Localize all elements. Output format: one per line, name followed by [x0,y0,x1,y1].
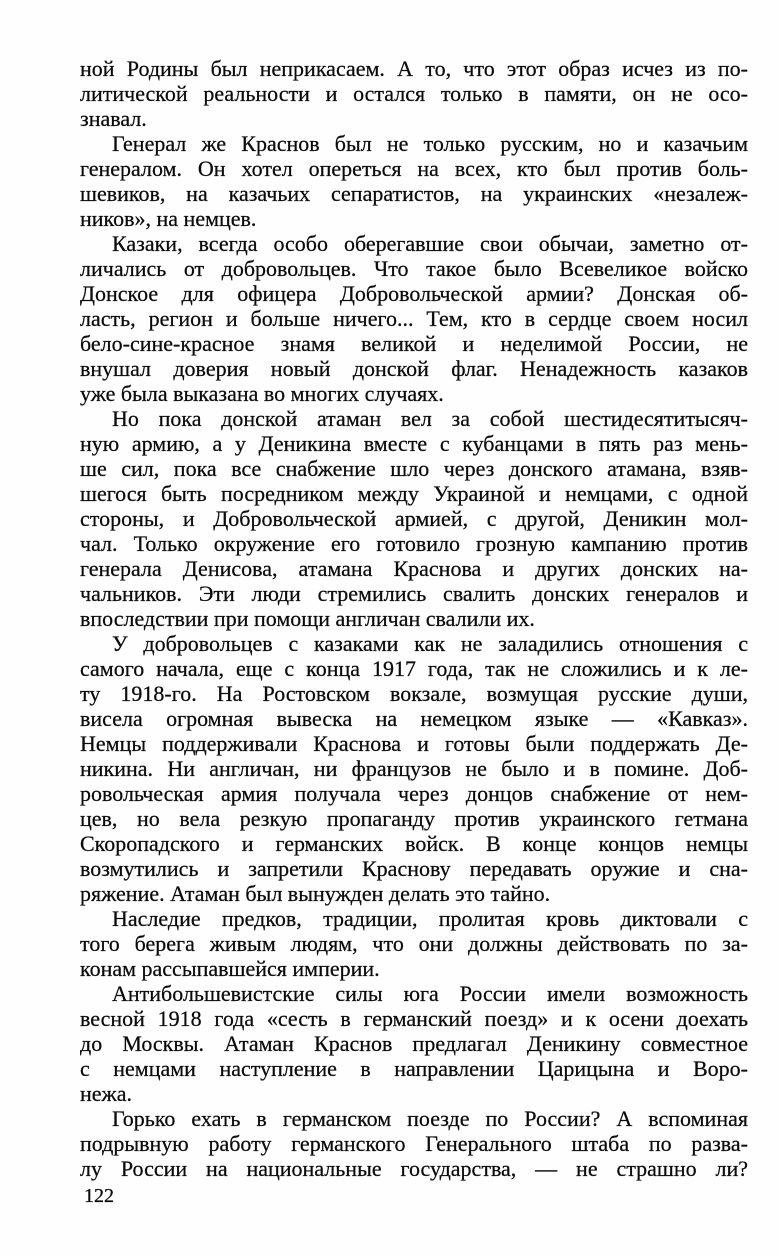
text-line: до Москвы. Атаман Краснов предлагал Деникину совместное [80,1031,748,1056]
text-line: ников», на немцев. [80,206,257,231]
text-line: бело-сине-красное знамя великой и неделимой России, не [80,331,748,356]
text-line: того берега живым людям, что они должны действовать по за- [80,931,748,956]
text-line: Генерал же Краснов был не только русским, но и казачьим [112,131,748,156]
text-line: личались от добровольцев. Что такое было Всевеликое войско [80,256,748,281]
text-line: ной Родины был неприкасаем. А то, что этот образ исчез из по- [80,56,748,81]
page-number: 122 [84,1185,114,1207]
text-line: генерала Денисова, атамана Краснова и других донских на- [80,556,748,581]
text-line: лу России на национальные государства, — не страшно ли? [80,1156,748,1181]
text-line: Казаки, всегда особо оберегавшие свои обычаи, заметно от- [112,231,748,256]
text-line: висела огромная вывеска на немецком языке — «Кавказ». [80,706,748,731]
text-line: Донское для офицера Добровольческой армии? Донская об- [80,281,748,306]
text-line: Немцы поддерживали Краснова и готовы были поддержать Де- [80,731,748,756]
text-line: цев, но вела резкую пропаганду против украинского гетмана [80,806,748,831]
text-line: никина. Ни англичан, ни французов не было и в помине. Доб- [80,756,748,781]
text-line: ную армию, а у Деникина вместе с кубанцами в пять раз мень- [80,431,748,456]
text-line: конам рассыпавшейся империи. [80,956,380,981]
text-line: знавал. [80,106,147,131]
text-line: ше сил, пока все снабжение шло через донского атамана, взяв- [80,456,748,481]
text-line: с немцами наступление в направлении Царицына и Воро- [80,1056,748,1081]
text-line: Антибольшевистские силы юга России имели возможность [112,981,748,1006]
body-text [80,56,748,1181]
text-line: ласть, регион и больше ничего... Тем, кто в сердце своем носил [80,306,748,331]
text-line: весной 1918 года «сесть в германский поезд» и к осени доехать [80,1006,748,1031]
text-line: уже была выказана во многих случаях. [80,381,444,406]
text-line: возмутились и запретили Краснову передавать оружие и сна- [80,856,748,881]
text-line: чал. Только окружение его готовило грозную кампанию против [80,531,748,556]
text-line: Наследие предков, традиции, пролитая кровь диктовали с [112,906,748,931]
text-line: стороны, и Добровольческой армией, с другой, Деникин мол- [80,506,748,531]
text-line: ровольческая армия получала через донцов снабжение от нем- [80,781,748,806]
text-line: нежа. [80,1081,133,1106]
text-line: генералом. Он хотел опереться на всех, кто был против боль- [80,156,748,181]
text-line: ряжение. Атаман был вынужден делать это тайно. [80,881,551,906]
text-line: шевиков, на казачьих сепаратистов, на украинских «незалеж- [80,181,748,206]
text-line: чальников. Эти люди стремились свалить донских генералов и [80,581,748,606]
text-line: шегося быть посредником между Украиной и немцами, с одной [80,481,748,506]
text-line: самого начала, еще с конца 1917 года, так не сложились и к ле- [80,656,748,681]
text-line: литической реальности и остался только в памяти, он не осо- [80,81,748,106]
text-line: ту 1918-го. На Ростовском вокзале, возмущая русские души, [80,681,748,706]
text-line: У добровольцев с казаками как не заладились отношения с [112,631,748,656]
text-line: Горько ехать в германском поезде по России? А вспоминая [112,1106,748,1131]
text-line: Скоропадского и германских войск. В конце концов немцы [80,831,748,856]
text-line: Но пока донской атаман вел за собой шестидесятитысяч- [112,406,748,431]
text-line: подрывную работу германского Генерального штаба по разва- [80,1131,748,1156]
text-line: внушал доверия новый донской флаг. Ненадежность казаков [80,356,748,381]
text-line: впоследствии при помощи англичан свалили их. [80,606,535,631]
